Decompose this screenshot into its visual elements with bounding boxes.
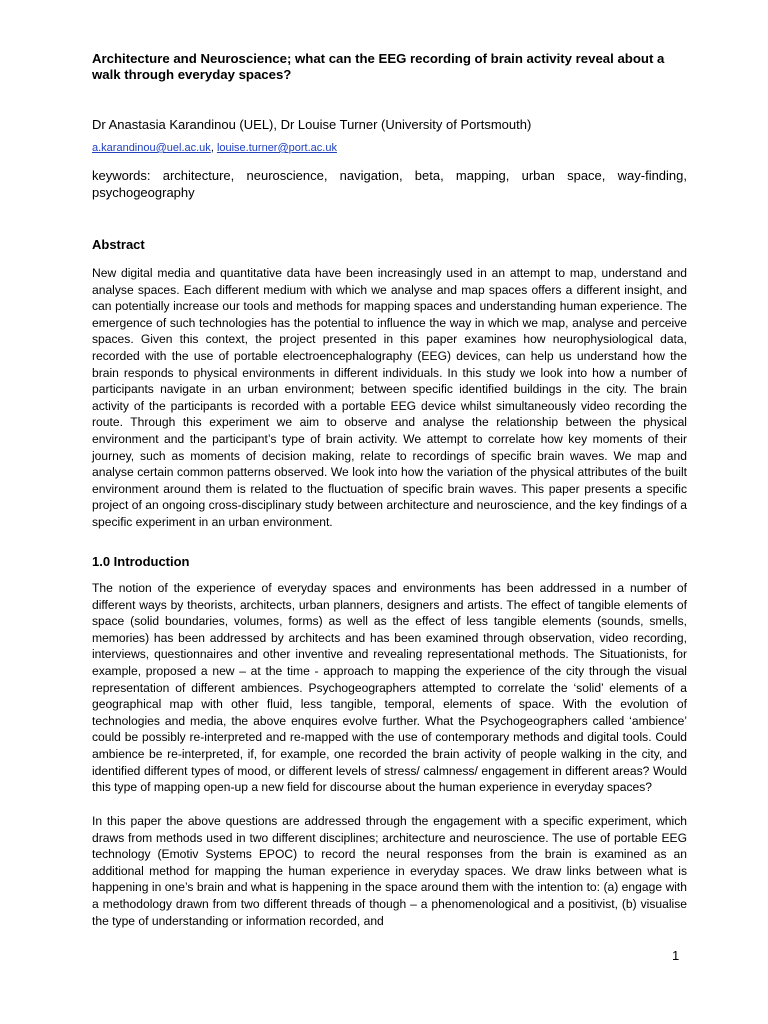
authors-line: Dr Anastasia Karandinou (UEL), Dr Louise Turner (University of Portsmouth) (92, 117, 532, 132)
abstract-heading: Abstract (92, 237, 145, 252)
introduction-paragraph-1: The notion of the experience of everyday spaces and environments has been addressed in a number of different ways by theorists, architects, urban planners, designers and artists. The effect of tangible elements of space (solid boundaries, volumes, forms) as well as the effect of less tangible elements (sounds, smells, memories) has been addressed by architects and has been examined through observation, video recording, interviews, questionnaires and other inventive and revealing representational methods. The Situationists, for example, proposed a new – at the time - approach to mapping the experience of the city through the visual representation of different ambiences. Psychogeographers attempted to correlate the ‘solid’ elements of a geographical map with other fluid, less tangible, temporal, elements of space. With the evolution of technologies and media, the above enquires evolve further. What the Psychogeographers called ‘ambience’ could be possibly re-interpreted and re-mapped with the use of contemporary methods and digital tools. Could ambience be re-interpreted, if, for example, one recorded the brain activity of people walking in the city, and identified different types of mood, or different levels of stress/ calmness/ engagement in different areas? Would this type of mapping open-up a new field for discourse about the human experience in everyday spaces? (92, 581, 687, 795)
abstract-text: New digital media and quantitative data have been increasingly used in an attempt to map, understand and analyse spaces. Each different medium with which we analyse and map spaces offers a different insight, and can potentially increase our tools and methods for mapping spaces and understanding human experience. The emergence of such technologies has the potential to influence the way in which we map, analyse and perceive spaces. Given this context, the project presented in this paper examines how neurophysiological data, recorded with the use of portable electroencephalography (EEG) devices, can help us understand how the brain responds to physical environments in different individuals. In this study we look into how a number of participants navigate in an urban environment; between specific identified buildings in the city. The brain activity of the participants is recorded with a portable EEG device whilst simultaneously video recording the route. Through this experiment we aim to observe and analyse the relationship between the physical environment and the participant’s type of brain activity. We attempt to correlate how key moments of their journey, such as moments of decision making, relate to recordings of specific brain waves. We map and analyse certain common patterns observed. We look into how the variation of the physical attributes of the built environment around them is related to the fluctuation of specific brain waves. This paper presents a specific project of an ongoing cross-disciplinary study between architecture and neuroscience, and the key findings of a specific experiment in an urban environment. (92, 266, 687, 529)
introduction-heading: 1.0 Introduction (92, 554, 190, 569)
author-emails (92, 141, 337, 155)
email-separator: , (210, 142, 217, 154)
email-link-karandinou[interactable]: a.karandinou@uel.ac.uk (92, 142, 211, 154)
paper-title: Architecture and Neuroscience; what can the EEG recording of brain activity reveal about a walk through everyday spaces? (92, 51, 665, 82)
page-number: 1 (672, 948, 680, 963)
keywords-line: keywords: architecture, neuroscience, navigation, beta, mapping, urban space, way-finding, psychogeography (92, 168, 687, 200)
introduction-paragraph-2: In this paper the above questions are addressed through the engagement with a specific experiment, which draws from methods used in two different disciplines; architecture and neuroscience. The use of portable EEG technology (Emotiv Systems EPOC) to record the neural responses from the brain is examined as an additional method for mapping the human experience in everyday spaces. We draw links between what is happening in one’s brain and what is happening in the space around them with the intention to: (a) engage with a methodology drawn from two different threads of though – a phenomenological and a positivist, (b) visualise the type of understanding or information recorded, and (92, 814, 687, 928)
email-link-turner[interactable]: louise.turner@port.ac.uk (216, 142, 337, 154)
